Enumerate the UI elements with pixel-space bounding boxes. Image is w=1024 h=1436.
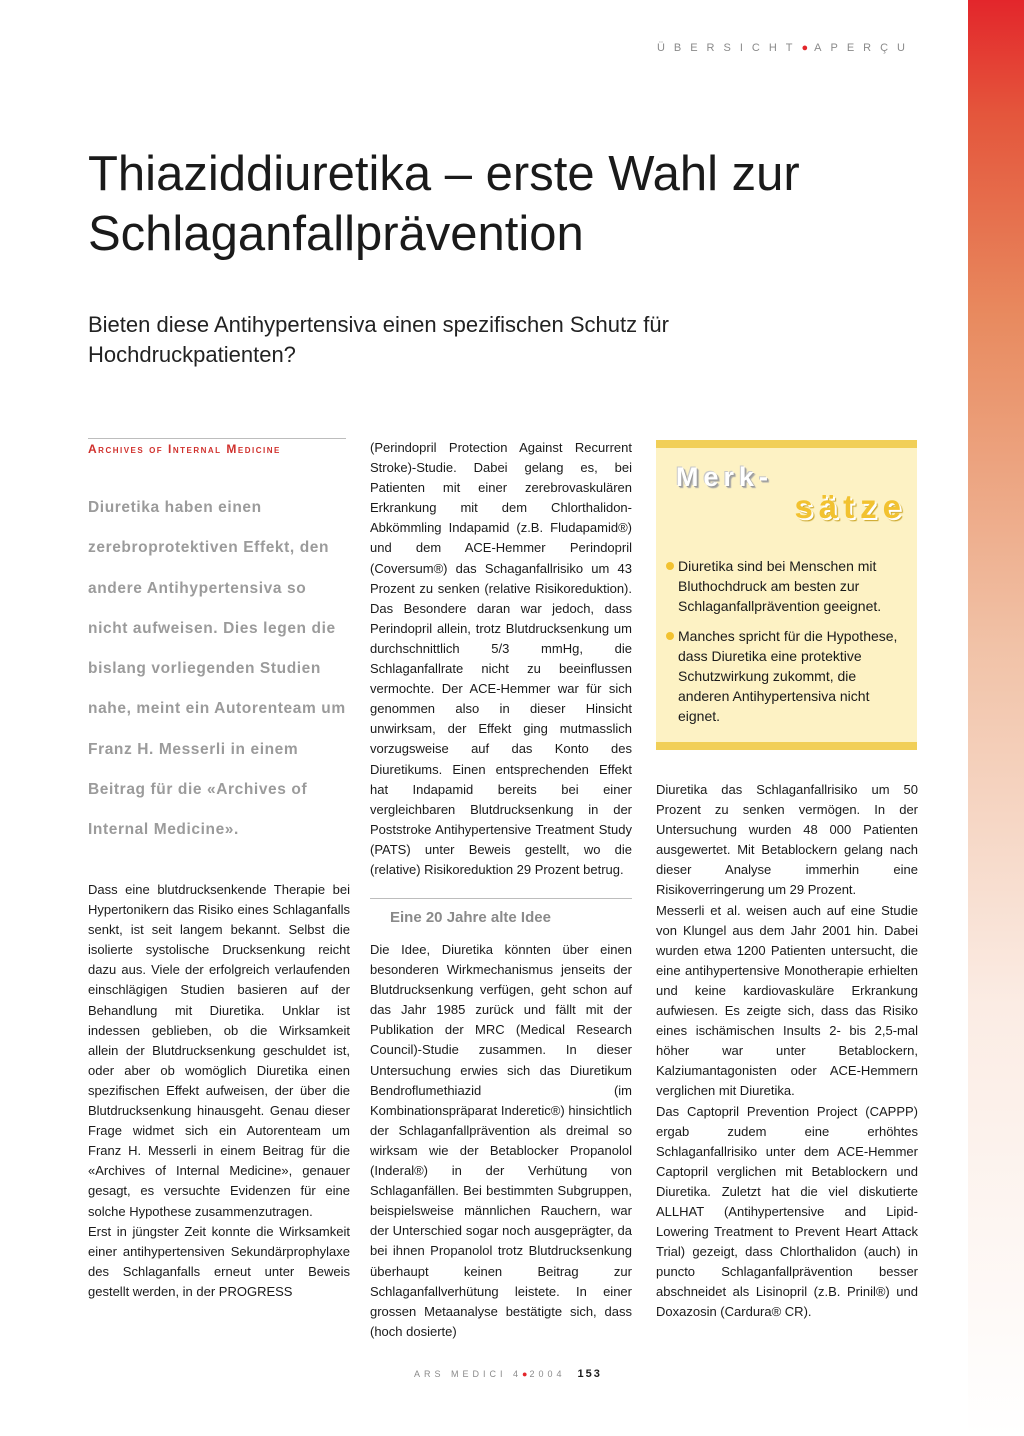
paragraph: Erst in jüngster Zeit konnte die Wirksamkeit einer antihypertensiven Sekundärprophylaxe des Schlaganfalls erneut unter Beweis gestellt werden, in der PROGRESS bbox=[88, 1223, 350, 1299]
accent-color-bar bbox=[968, 0, 1024, 1436]
paragraph: (Perindopril Protection Against Recurrent Stroke)-Studie. Dabei gelang es, bei Patienten mit einer zerebrovaskulären Erkrankung mit dem Chlorthalidon-Abkömmling Indapamid (z.B. Fludapamid®) und dem ACE-Hemmer Perindopril (Coversum®) das Schaganfallrisiko um 43 Prozent zu senken (relative Risikoreduktion). Das Besondere daran war jedoch, dass Perindopril allein, trotz Blutdrucksenkung um durchschnittlich 5/3 mmHg, die Schlaganfallrate nicht zu beeinflussen vermochte. Der ACE-Hemmer war für sich genommen also in dieser Hinsicht unwirksam, der Effekt ging mutmasslich vorzugsweise auf das Konto des Diuretikums. Einen entsprechenden Effekt hat Indapamid bereits bei einer vergleichbaren Blutdrucksenkung in der Poststroke Antihypertensive Treatment Study (PATS) unter Beweis gestellt, wo die (relative) Risikoreduktion 29 Prozent betrug. bbox=[370, 440, 632, 877]
body-column-2-bottom bbox=[370, 940, 632, 1342]
key-points-title-line2: sätze bbox=[794, 488, 907, 525]
bullet-icon bbox=[666, 632, 674, 640]
article-title: Thiaziddiuretika – erste Wahl zur Schlaganfallprävention bbox=[88, 147, 800, 261]
section-subheading: Eine 20 Jahre alte Idee bbox=[370, 898, 632, 926]
paragraph: Dass eine blutdrucksenkende Therapie bei Hypertonikern das Risiko eines Schlaganfalls senkt, ist seit langem bekannt. Selbst die isolierte systolische Drucksenkung reicht dazu aus. Viele der erfolgreich verlaufenden einschlägigen Studien basieren auf der Behandlung mit Diuretika. Unklar ist indessen geblieben, ob die Wirksamkeit allein der Blutdrucksenkung geschuldet ist, oder aber ob womöglich Diuretika einen spezifischen Effekt aufweisen, der über die Blutdrucksenkung hinausgeht. Genau dieser Frage widmet sich ein Autorenteam um Franz H. Messerli in einem Beitrag für die «Archives of Internal Medicine», genauer gesagt, es versuchte Evidenzen für eine solche Hypothese zusammenzutragen. bbox=[88, 882, 350, 1219]
body-column-2-top bbox=[370, 438, 632, 880]
article-lead: Diuretika haben einen zerebroprotektiven Effekt, den andere Antihypertensiva so nicht aufweisen. Dies legen die bislang vorliegenden Studien nahe, meint ein Autorenteam um Franz H. Messerli in einem Beitrag für die «Archives of Internal Medicine». bbox=[88, 499, 346, 839]
section-label-right: APERÇU bbox=[814, 42, 914, 54]
source-label: Archives of Internal Medicine bbox=[88, 438, 346, 456]
key-point-item bbox=[666, 556, 906, 616]
body-column-1 bbox=[88, 880, 350, 1302]
footer-dot-icon: ● bbox=[522, 1369, 530, 1379]
footer-journal: ARS MEDICI 4 bbox=[414, 1369, 523, 1379]
paragraph: Messerli et al. weisen auch auf eine Studie von Klungel aus dem Jahr 2001 hin. Dabei wurden etwa 1200 Patienten untersucht, die eine antihypertensive Monotherapie erhielten und keine kardiovaskuläre Erkrankung aufwiesen. Es zeigte sich, dass das Risiko eines ischämischen Insults 2- bis 2,5-mal höher war unter Betablockern, Kalziumantagonisten oder ACE-Hemmern verglichen mit Diuretika. bbox=[656, 902, 918, 1099]
paragraph: Diuretika das Schlaganfallrisiko um 50 Prozent zu senken vermögen. In der Untersuchung wurden 48 000 Patienten ausgewertet. Mit Betablockern gelang nach dieser Analyse immerhin eine Risikoverringerung um 29 Prozent. bbox=[656, 782, 918, 898]
article-subtitle: Bieten diese Antihypertensiva einen spezifischen Schutz für Hochdruckpatienten? bbox=[88, 312, 669, 367]
key-point-text: Diuretika sind bei Menschen mit Bluthochdruck am besten zur Schlaganfallprävention geeignet. bbox=[678, 558, 882, 614]
section-tag bbox=[657, 42, 914, 54]
page-number: 153 bbox=[577, 1368, 602, 1380]
key-point-item bbox=[666, 626, 906, 726]
section-dot-icon: ● bbox=[801, 42, 815, 54]
paragraph: Das Captopril Prevention Project (CAPPP) ergab zudem eine erhöhtes Schlaganfallrisiko unter dem ACE-Hemmer Captopril verglichen mit Betablockern und Diuretika. Zuletzt hat die viel diskutierte ALLHAT (Antihypertensive and Lipid-Lowering Treatment to Prevent Heart Attack Trial) gezeigt, dass Chlorthalidon (auch) in puncto Schlaganfallprävention besser abschneidet als Lisinopril (z.B. Prinil®) und Doxazosin (Cardura® CR). bbox=[656, 1103, 918, 1320]
key-points-list bbox=[666, 556, 906, 736]
bullet-icon bbox=[666, 562, 674, 570]
paragraph: Die Idee, Diuretika könnten über einen besonderen Wirkmechanismus jenseits der Blutdrucksenkung verfügen, geht schon auf das Jahr 1985 zurück und fällt mit der Publikation der MRC (Medical Research Council)-Studie zusammen. In dieser Untersuchung erwies sich das Diuretikum Bendroflumethiazid (im Kombinationspräparat Inderetic®) hinsichtlich der Schlaganfallprävention als dreimal so wirksam wie der Betablocker Propanolol (Inderal®) in der Verhütung von Schlaganfällen. Bei bestimmten Subgruppen, beispielsweise männlichen Rauchern, war der Unterschied sogar noch ausgeprägter, da bei ihnen Propanolol trotz Blutdrucksenkung überhaupt keinen Beitrag zur Schlaganfallverhütung leistete. In einer grossen Metaanalyse bestätigte sich, dass (hoch dosierte) bbox=[370, 942, 632, 1339]
body-column-3 bbox=[656, 780, 918, 1323]
page-footer bbox=[414, 1368, 602, 1380]
key-point-text: Manches spricht für die Hypothese, dass Diuretika eine protektive Schutzwirkung zukommt, die anderen Antihypertensiva nicht eignet. bbox=[678, 628, 898, 724]
section-label-left: ÜBERSICHT bbox=[656, 42, 802, 54]
key-points-title-line1: Merk- bbox=[676, 462, 774, 492]
footer-year: 2004 bbox=[529, 1369, 566, 1379]
key-points-box bbox=[656, 440, 917, 750]
